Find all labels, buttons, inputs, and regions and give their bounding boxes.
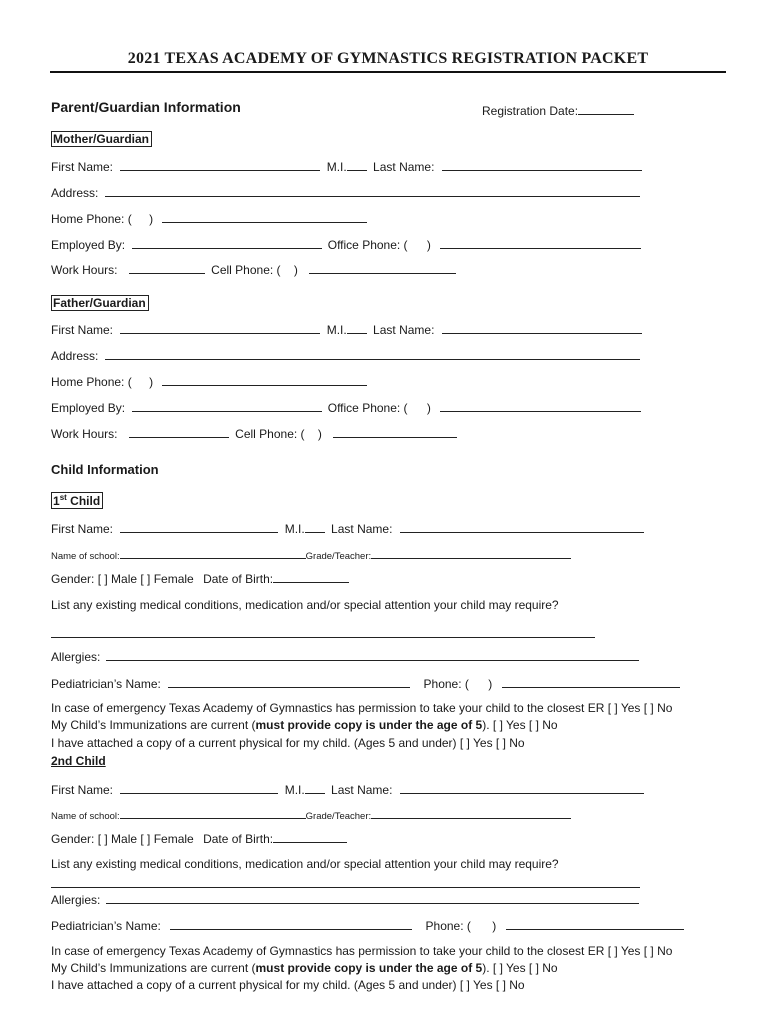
father-first-name-field[interactable]	[120, 322, 320, 334]
mi-label: M.I.	[284, 783, 305, 797]
child2-name-row	[51, 782, 644, 797]
mother-home-phone-field[interactable]	[162, 211, 367, 223]
title-divider	[50, 71, 726, 73]
office-phone-label: Office Phone: (	[327, 401, 408, 415]
child2-gender-row	[51, 831, 347, 846]
child2-mi-field[interactable]	[305, 782, 325, 794]
father-address-row	[51, 348, 640, 363]
child1-medical-question: List any existing medical conditions, medication and/or special attention your child may require?	[51, 598, 559, 612]
child1-allergies-row	[51, 649, 639, 664]
child1-school-field[interactable]	[120, 549, 306, 559]
name-of-school-label: Name of school:	[51, 811, 120, 822]
paren-close: )	[149, 375, 154, 389]
father-work-hours-field[interactable]	[129, 426, 229, 438]
last-name-label: Last Name:	[331, 522, 393, 536]
immunizations-text: My Child’s Immunizations are current (	[51, 718, 256, 732]
mother-address-row	[51, 185, 640, 200]
cell-phone-label: Cell Phone: (	[211, 263, 281, 277]
gender-options[interactable]: Gender: [ ] Male [ ] Female	[51, 832, 194, 846]
child1-gender-row	[51, 571, 349, 586]
child1-mi-field[interactable]	[305, 521, 325, 533]
child1-allergies-field[interactable]	[106, 649, 639, 661]
child2-allergies-field[interactable]	[106, 892, 639, 904]
child1-pediatrician-field[interactable]	[168, 676, 410, 688]
child1-name-row	[51, 521, 644, 536]
child1-first-name-field[interactable]	[120, 521, 278, 533]
first-name-label: First Name:	[51, 323, 114, 337]
mother-employed-row	[51, 237, 641, 252]
child2-last-name-field[interactable]	[400, 782, 644, 794]
child2-dob-field[interactable]	[273, 831, 347, 843]
grade-teacher-label: Grade/Teacher:	[305, 551, 372, 562]
dob-label: Date of Birth:	[203, 572, 274, 586]
mi-label: M.I.	[284, 522, 305, 536]
child2-allergies-row	[51, 892, 639, 907]
child2-school-field[interactable]	[120, 809, 306, 819]
father-employed-by-field[interactable]	[132, 400, 322, 412]
grade-teacher-label: Grade/Teacher:	[305, 811, 372, 822]
allergies-label: Allergies:	[51, 650, 101, 664]
dob-label: Date of Birth:	[203, 832, 274, 846]
child2-pediatrician-row	[51, 918, 684, 933]
phone-label: Phone: (	[425, 919, 471, 933]
first-child-number: 1	[53, 494, 60, 508]
work-hours-label: Work Hours:	[51, 263, 118, 277]
name-of-school-label: Name of school:	[51, 551, 120, 562]
child1-last-name-field[interactable]	[400, 521, 644, 533]
child2-school-row	[51, 809, 571, 822]
paren-close: )	[293, 263, 298, 277]
immunizations-options: ). [ ] Yes [ ] No	[482, 961, 558, 975]
mother-guardian-heading: Mother/Guardian	[51, 131, 152, 147]
last-name-label: Last Name:	[373, 160, 435, 174]
mi-label: M.I.	[326, 160, 347, 174]
child1-medical-answer-line[interactable]	[51, 637, 595, 638]
child1-emergency-consent[interactable]: In case of emergency Texas Academy of Gymnastics has permission to take your child to the closest ER [ ] Yes [ ] No	[51, 701, 673, 715]
first-child-word: Child	[70, 494, 101, 508]
office-phone-label: Office Phone: (	[327, 238, 408, 252]
father-home-phone-row	[51, 374, 367, 389]
immunizations-note: must provide copy is under the age of 5	[255, 961, 483, 975]
immunizations-options: ). [ ] Yes [ ] No	[482, 718, 558, 732]
child2-pediatrician-field[interactable]	[170, 918, 412, 930]
mother-cell-phone-field[interactable]	[309, 262, 456, 274]
mother-employed-by-field[interactable]	[132, 237, 322, 249]
pediatrician-label: Pediatrician’s Name:	[51, 677, 161, 691]
paren-close: )	[149, 212, 154, 226]
child2-pediatrician-phone-field[interactable]	[506, 918, 684, 930]
mother-name-row	[51, 159, 642, 174]
child2-grade-teacher-field[interactable]	[371, 809, 571, 819]
mother-work-hours-row	[51, 262, 456, 277]
father-cell-phone-field[interactable]	[333, 426, 457, 438]
mother-home-phone-row	[51, 211, 367, 226]
parent-guardian-heading: Parent/Guardian Information	[51, 99, 241, 115]
father-mi-field[interactable]	[347, 322, 367, 334]
first-child-suffix: st	[59, 493, 67, 502]
allergies-label: Allergies:	[51, 893, 101, 907]
registration-date-label: Registration Date:	[482, 104, 579, 118]
father-home-phone-field[interactable]	[162, 374, 367, 386]
phone-label: Phone: (	[423, 677, 469, 691]
father-address-field[interactable]	[105, 348, 640, 360]
father-name-row	[51, 322, 642, 337]
child1-physical[interactable]: I have attached a copy of a current physical for my child. (Ages 5 and under) [ ] Yes [ ] No	[51, 736, 525, 750]
paren-close: )	[317, 427, 322, 441]
home-phone-label: Home Phone: (	[51, 212, 132, 226]
home-phone-label: Home Phone: (	[51, 375, 132, 389]
father-office-phone-field[interactable]	[440, 400, 641, 412]
address-label: Address:	[51, 186, 99, 200]
mother-address-field[interactable]	[105, 185, 640, 197]
child1-dob-field[interactable]	[273, 571, 349, 583]
address-label: Address:	[51, 349, 99, 363]
last-name-label: Last Name:	[331, 783, 393, 797]
last-name-label: Last Name:	[373, 323, 435, 337]
paren-close: )	[488, 677, 493, 691]
child2-physical[interactable]: I have attached a copy of a current physical for my child. (Ages 5 and under) [ ] Yes [ ] No	[51, 978, 525, 992]
mother-office-phone-field[interactable]	[440, 237, 641, 249]
child2-first-name-field[interactable]	[120, 782, 278, 794]
registration-date-field[interactable]	[482, 103, 634, 118]
mother-work-hours-field[interactable]	[129, 262, 205, 274]
pediatrician-label: Pediatrician’s Name:	[51, 919, 161, 933]
employed-by-label: Employed By:	[51, 238, 126, 252]
work-hours-label: Work Hours:	[51, 427, 118, 441]
first-child-heading	[51, 492, 103, 509]
immunizations-text: My Child’s Immunizations are current (	[51, 961, 256, 975]
second-child-heading: 2nd Child	[51, 754, 106, 768]
immunizations-note: must provide copy is under the age of 5	[255, 718, 483, 732]
paren-close: )	[426, 401, 431, 415]
father-last-name-field[interactable]	[442, 322, 642, 334]
child1-immunizations[interactable]	[51, 718, 558, 732]
child-information-heading: Child Information	[51, 462, 159, 477]
child2-medical-answer-line[interactable]	[51, 887, 640, 888]
father-work-hours-row	[51, 426, 457, 441]
child1-school-row	[51, 549, 571, 562]
child1-pediatrician-phone-field[interactable]	[502, 676, 680, 688]
mother-first-name-field[interactable]	[120, 159, 320, 171]
paren-close: )	[492, 919, 497, 933]
employed-by-label: Employed By:	[51, 401, 126, 415]
page-title: 2021 TEXAS ACADEMY OF GYMNASTICS REGISTRATION PACKET	[127, 50, 649, 67]
child1-grade-teacher-field[interactable]	[371, 549, 571, 559]
gender-options[interactable]: Gender: [ ] Male [ ] Female	[51, 572, 194, 586]
first-name-label: First Name:	[51, 160, 114, 174]
father-employed-row	[51, 400, 641, 415]
first-name-label: First Name:	[51, 783, 114, 797]
first-name-label: First Name:	[51, 522, 114, 536]
cell-phone-label: Cell Phone: (	[235, 427, 305, 441]
mi-label: M.I.	[326, 323, 347, 337]
father-guardian-heading: Father/Guardian	[51, 295, 149, 311]
registration-date-blank[interactable]	[578, 103, 634, 115]
mother-last-name-field[interactable]	[442, 159, 642, 171]
child2-medical-question: List any existing medical conditions, medication and/or special attention your child may require?	[51, 857, 559, 871]
child2-emergency-consent[interactable]: In case of emergency Texas Academy of Gymnastics has permission to take your child to the closest ER [ ] Yes [ ] No	[51, 944, 673, 958]
paren-close: )	[426, 238, 431, 252]
child1-pediatrician-row	[51, 676, 680, 691]
mother-mi-field[interactable]	[347, 159, 367, 171]
child2-immunizations[interactable]	[51, 961, 558, 975]
